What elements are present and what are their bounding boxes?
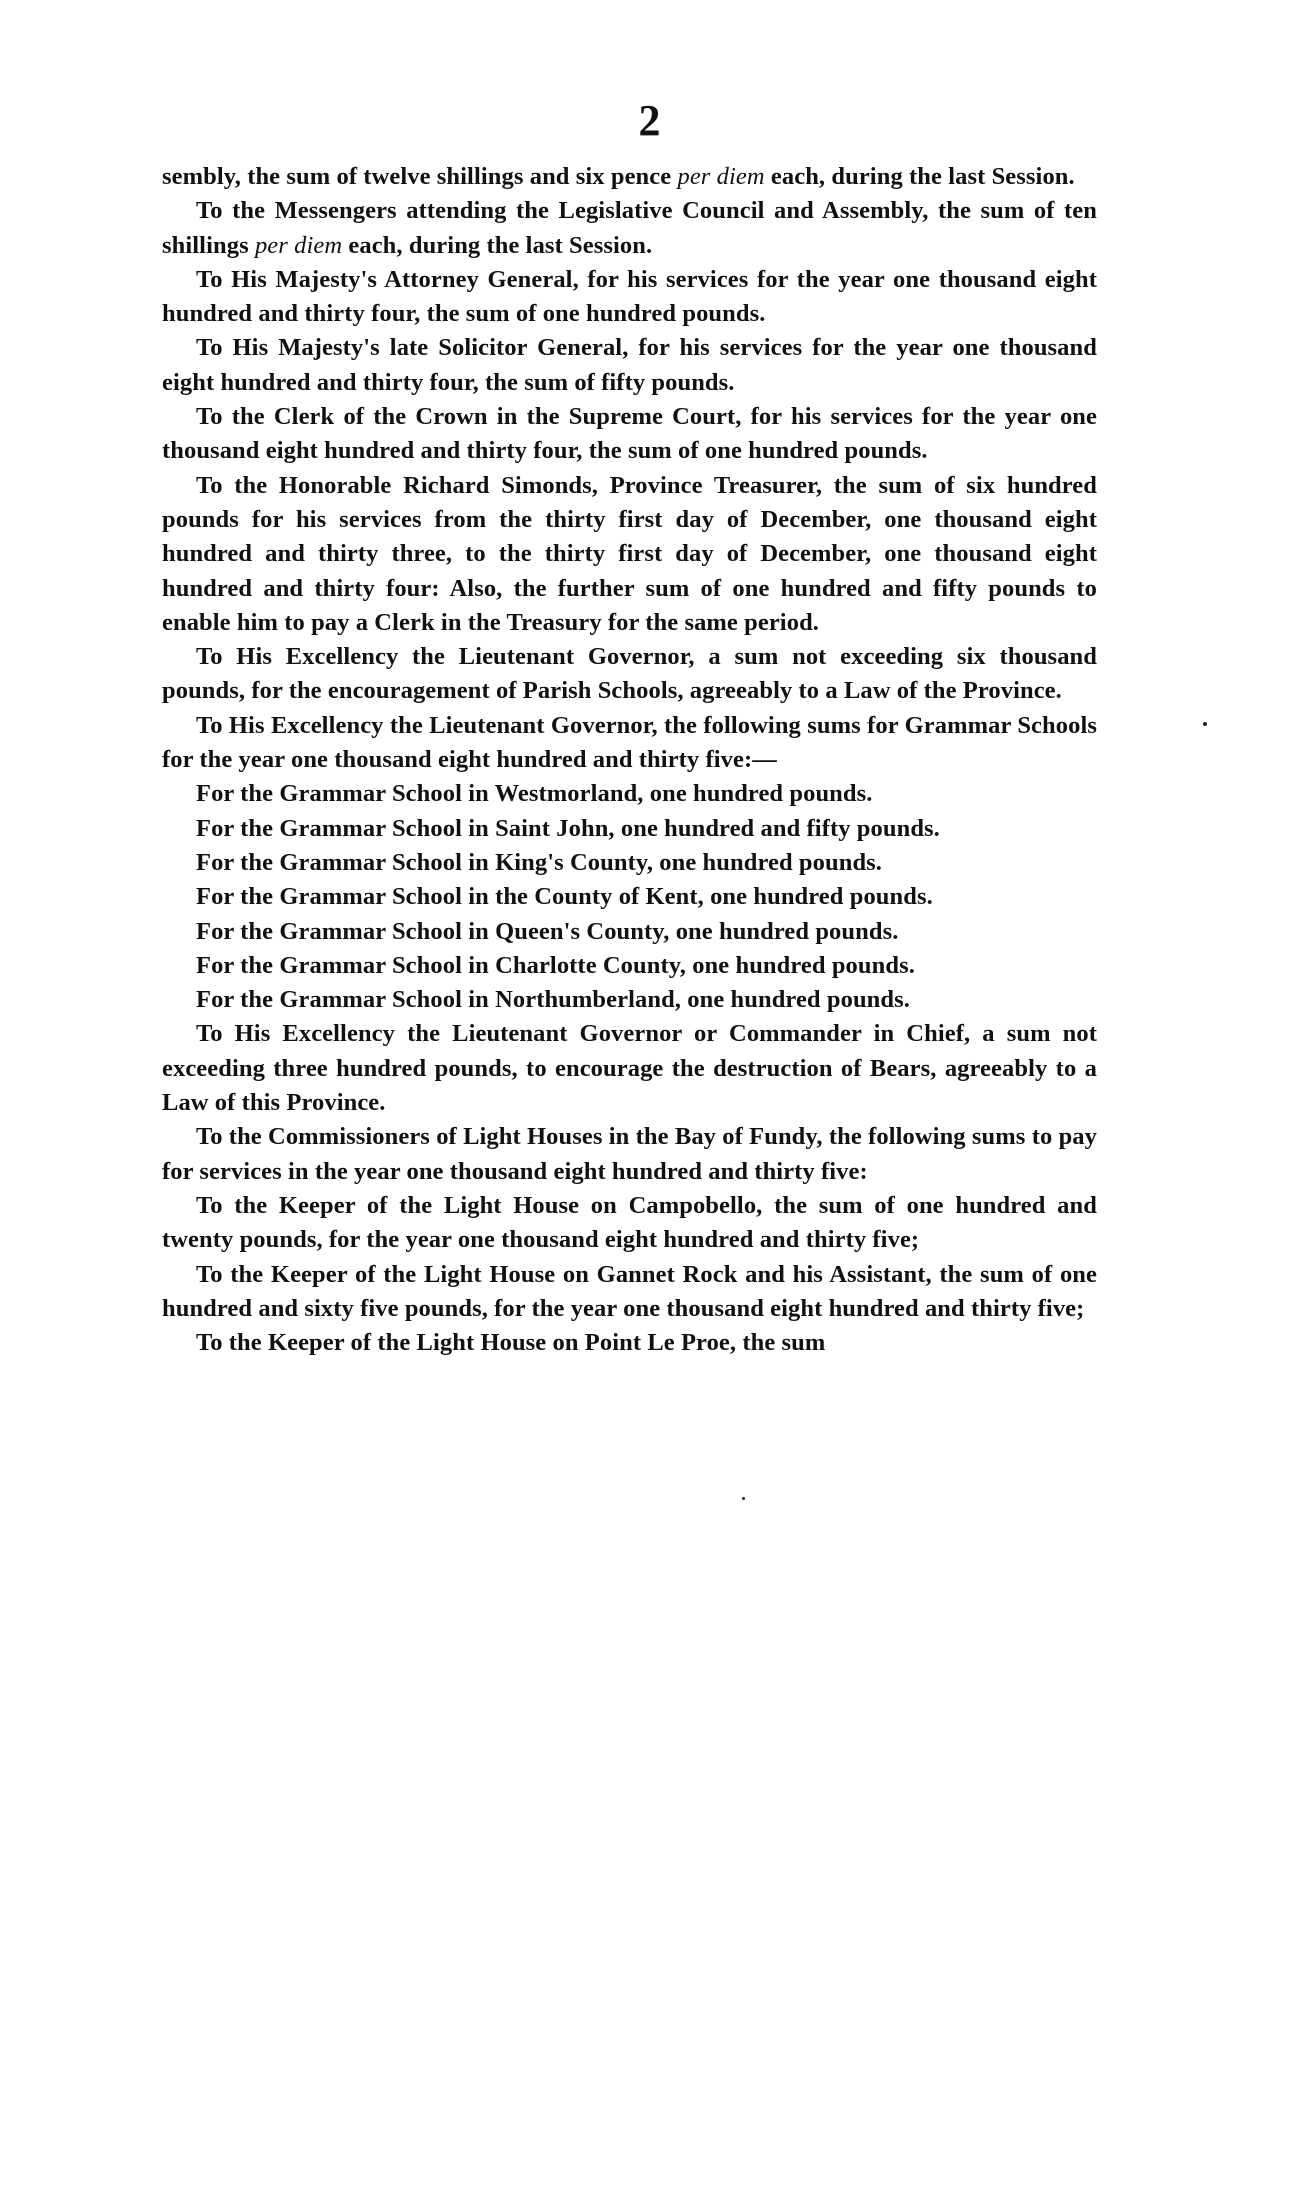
- ink-speck: [742, 1497, 745, 1500]
- paragraph-5: To the Clerk of the Crown in the Supreme Court, for his services for the year one thousand eight hundred and thirty four, the sum of one hundred pounds.: [162, 403, 1097, 465]
- paragraph-11: For the Grammar School in King's County, one hundred pounds.: [196, 848, 883, 876]
- paragraph-18: To the Keeper of the Light House on Campobello, the sum of one hundred and twenty pounds, for the year one thousand eight hundred and thirty five;: [162, 1191, 1097, 1254]
- paragraph-13: For the Grammar School in Queen's County, one hundred pounds.: [196, 917, 899, 945]
- per-diem-italic: per diem: [677, 163, 765, 190]
- paragraph-15: For the Grammar School in Northumberland, one hundred pounds.: [196, 986, 910, 1014]
- paragraph-6: To the Honorable Richard Simonds, Province Treasurer, the sum of six hundred pounds for his services from the thirty first day of December, one thousand eight hundred and thirty three, to the thirty first day of December, one thousand eight hundred and thirty four: Also, the further sum of one hundred and fifty pounds to enable him to pay a Clerk in the Treasury for the same period.: [162, 471, 1097, 636]
- body-text: [162, 160, 1097, 1360]
- paragraph-14: For the Grammar School in Charlotte County, one hundred pounds.: [196, 951, 915, 979]
- paragraph-19: To the Keeper of the Light House on Gannet Rock and his Assistant, the sum of one hundred and sixty five pounds, for the year one thousand eight hundred and thirty five;: [162, 1260, 1097, 1322]
- paragraph-12: For the Grammar School in the County of Kent, one hundred pounds.: [196, 883, 933, 911]
- paragraph-17: To the Commissioners of Light Houses in the Bay of Fundy, the following sums to pay for services in the year one thousand eight hundred and thirty five:: [162, 1123, 1097, 1185]
- paragraph-4: To His Majesty's late Solicitor General, for his services for the year one thousand eight hundred and thirty four, the sum of fifty pounds.: [162, 334, 1097, 396]
- paragraph-10: For the Grammar School in Saint John, one hundred and fifty pounds.: [196, 814, 940, 842]
- paragraph-2: To the Messengers attending the Legislative Council and Assembly, the sum of ten shillings per diem each, during the last Session.: [162, 197, 1097, 259]
- page-number: 2: [638, 96, 661, 145]
- paragraph-8: To His Excellency the Lieutenant Governor, the following sums for Grammar Schools for the year one thousand eight hundred and thirty five:—: [162, 711, 1097, 774]
- paragraph-20: To the Keeper of the Light House on Point Le Proe, the sum: [196, 1329, 826, 1357]
- paragraph-3: To His Majesty's Attorney General, for his services for the year one thousand eight hundred and thirty four, the sum of one hundred pounds.: [162, 265, 1097, 328]
- ink-speck: [1203, 722, 1207, 726]
- paragraph-16: To His Excellency the Lieutenant Governor or Commander in Chief, a sum not exceeding three hundred pounds, to encourage the destruction of Bears, agreeably to a Law of this Province.: [162, 1020, 1097, 1117]
- paragraph-1: sembly, the sum of twelve shillings and six pence per diem each, during the last Session.: [162, 163, 1075, 190]
- paragraph-9: For the Grammar School in Westmorland, one hundred pounds.: [196, 780, 873, 808]
- per-diem-italic: per diem: [254, 231, 343, 259]
- paragraph-7: To His Excellency the Lieutenant Governor, a sum not exceeding six thousand pounds, for the encouragement of Parish Schools, agreeably to a Law of the Province.: [162, 643, 1097, 705]
